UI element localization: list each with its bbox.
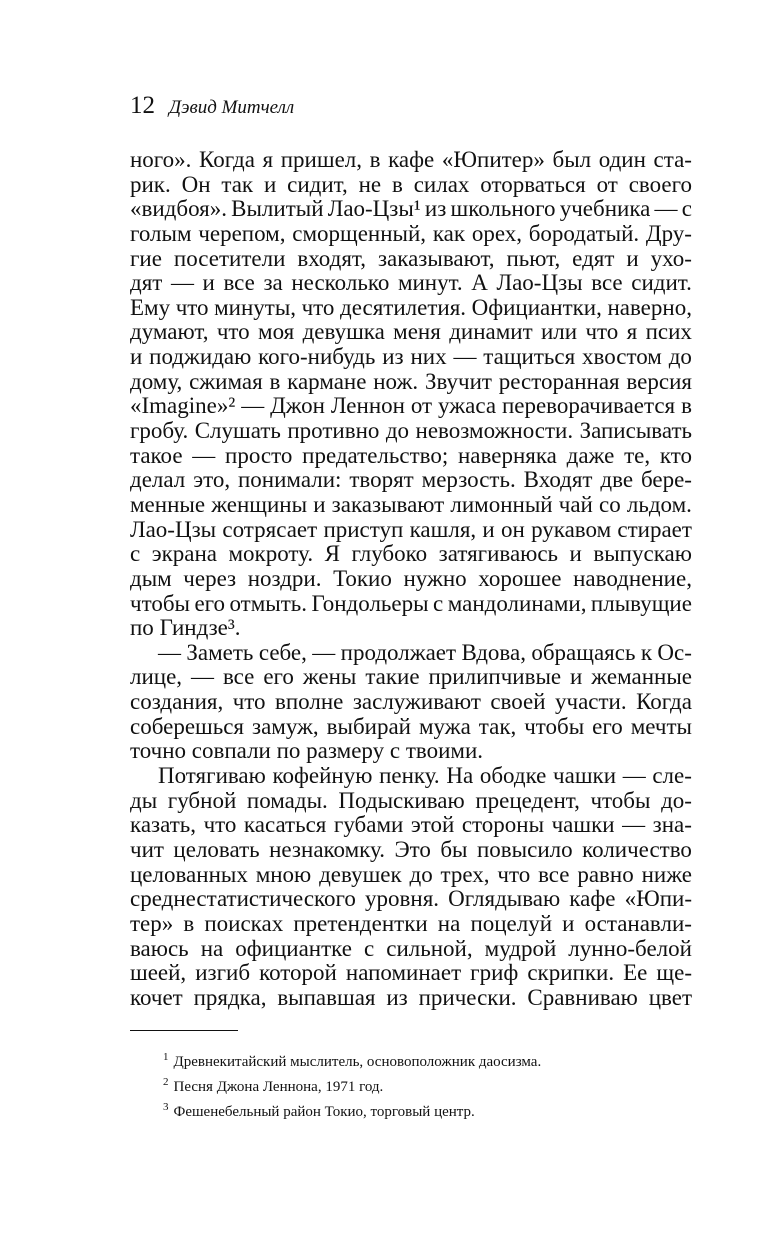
text-line: гие посетители входят, заказывают, пьют, едят и ухо-	[130, 245, 692, 271]
footnote-text: Фешенебельный район Токио, торговый центр.	[173, 1104, 475, 1120]
text-line: казать, что касаться губами этой стороны чашки — зна-	[130, 812, 692, 838]
footnote-number: 2	[163, 1076, 169, 1088]
text-line: соберешься замуж, выбирай мужа так, чтобы его мечты	[130, 713, 692, 739]
text-line: — Заметь себе, — продолжает Вдова, обращаясь к Ос-	[158, 639, 692, 665]
text-line: гробу. Слушать противно до невозможности. Записывать	[130, 418, 692, 444]
text-line: голым черепом, сморщенный, как орех, бородатый. Дру-	[130, 220, 692, 246]
text-line: создания, что вполне заслуживают своей участи. Когда	[130, 689, 692, 715]
text-line: целованных мною девушек до трех, что все равно ниже	[130, 861, 692, 887]
text-line: думают, что моя девушка меня динамит или что я псих	[130, 319, 692, 345]
page-number: 12	[130, 92, 155, 119]
footnote-text: Древнекитайский мыслитель, основоположник даосизма.	[173, 1054, 542, 1070]
text-line: Лао-Цзы сотрясает приступ кашля, и он рукавом стирает	[130, 516, 692, 542]
footnote-separator	[130, 1030, 238, 1031]
text-line: ды губной помады. Подыскиваю прецедент, чтобы до-	[130, 787, 692, 813]
body-text	[130, 148, 692, 1010]
text-line: ваюсь на официантке с сильной, мудрой лунно-белой	[130, 935, 692, 961]
text-line: чит целовать незнакомку. Это бы повысило количество	[130, 836, 692, 862]
text-line: среднестатистического уровня. Оглядываю кафе «Юпи-	[130, 886, 692, 912]
text-line: дому, сжимая в кармане нож. Звучит ресторанная версия	[130, 368, 692, 394]
text-line: ного». Когда я пришел, в кафе «Юпитер» был один ста-	[130, 147, 692, 172]
text-line: менные женщины и заказывают лимонный чай со льдом.	[130, 491, 692, 517]
text-line: «видбоя». Вылитый Лао-Цзы¹ из школьного учебника — с	[130, 196, 692, 222]
text-line: лице, — все его жены такие прилипчивые и жеманные	[130, 664, 692, 690]
text-line: шеей, изгиб которой напоминает гриф скрипки. Ее ще-	[130, 960, 692, 986]
text-line: кочет прядка, выпавшая из прически. Сравниваю цвет	[130, 984, 692, 1010]
text-line: тер» в поисках претендентки на поцелуй и останавли-	[130, 910, 692, 936]
text-line: Ему что минуты, что десятилетия. Официантки, наверно,	[130, 294, 692, 320]
footnote	[163, 1070, 703, 1095]
text-line: дым через ноздри. Токио нужно хорошее наводнение,	[130, 565, 692, 591]
footnote-text: Песня Джона Леннона, 1971 год.	[173, 1079, 384, 1095]
text-line: и поджидаю кого-нибудь из них — тащиться хвостом до	[130, 344, 692, 370]
text-line: по Гиндзе³.	[130, 615, 241, 641]
text-line: дят — и все за несколько минут. А Лао-Цзы все сидит.	[130, 270, 692, 296]
footnote	[163, 1045, 703, 1070]
text-line: с экрана мокроту. Я глубоко затягиваюсь и выпускаю	[130, 541, 692, 567]
footnote-number: 3	[163, 1101, 169, 1113]
text-line: «Imagine»² — Джон Леннон от ужаса переворачивается в	[130, 393, 692, 419]
running-title: Дэвид Митчелл	[169, 97, 295, 118]
text-line: точно совпали по размеру с твоими.	[130, 738, 484, 764]
footnote	[163, 1095, 703, 1120]
text-line: делал это, понимали: творят мерзость. Входят две бере-	[130, 467, 692, 493]
text-line: рик. Он так и сидит, не в силах оторваться от своего	[130, 171, 692, 197]
running-head	[130, 92, 294, 120]
text-line: Потягиваю кофейную пенку. На ободке чашки — сле-	[158, 763, 692, 789]
text-line: такое — просто предательство; наверняка даже те, кто	[130, 442, 692, 468]
footnote-number: 1	[163, 1051, 169, 1063]
footnotes	[163, 1045, 703, 1120]
text-line: чтобы его отмыть. Гондольеры с мандолинами, плывущие	[130, 590, 692, 616]
